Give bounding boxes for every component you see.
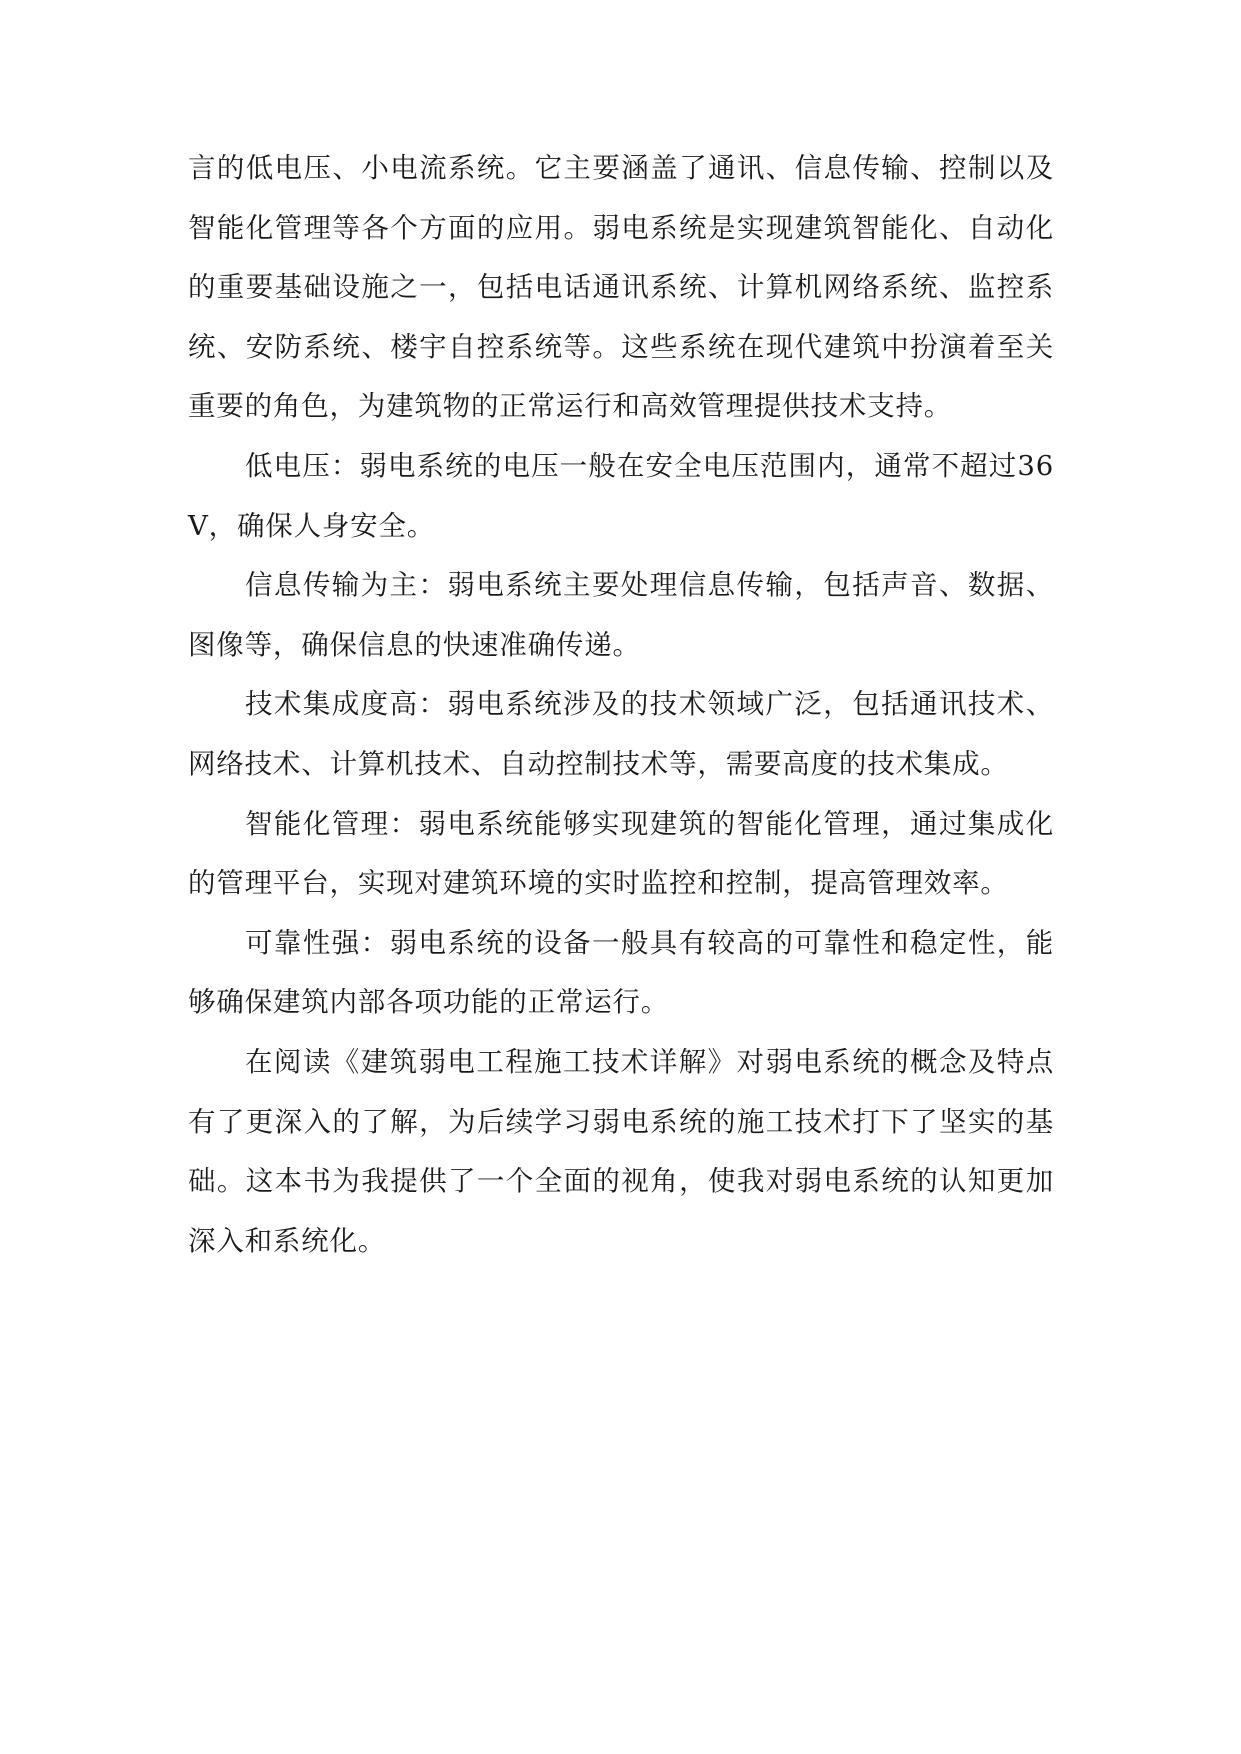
paragraph-information-transmission: 信息传输为主：弱电系统主要处理信息传输，包括声音、数据、图像等，确保信息的快速准确传递。 [188, 569, 1054, 661]
paragraph-technology-integration: 技术集成度高：弱电系统涉及的技术领域广泛，包括通讯技术、网络技术、计算机技术、自动控制技术等，需要高度的技术集成。 [188, 688, 1054, 780]
paragraph-reliability: 可靠性强：弱电系统的设备一般具有较高的可靠性和稳定性，能够确保建筑内部各项功能的正常运行。 [188, 926, 1054, 1019]
paragraph-intelligent-management: 智能化管理：弱电系统能够实现建筑的智能化管理，通过集成化的管理平台，实现对建筑环境的实时监控和控制，提高管理效率。 [188, 807, 1054, 900]
document-body [188, 139, 1054, 1271]
paragraph-reading-summary: 在阅读《建筑弱电工程施工技术详解》对弱电系统的概念及特点有了更深入的了解，为后续学习弱电系统的施工技术打下了坚实的基础。这本书为我提供了一个全面的视角，使我对弱电系统的认知更加深入和系统化。 [188, 1045, 1054, 1257]
paragraph-low-voltage: 低电压：弱电系统的电压一般在安全电压范围内，通常不超过36V，确保人身安全。 [188, 449, 1054, 542]
paragraph-intro-continuation: 言的低电压、小电流系统。它主要涵盖了通讯、信息传输、控制以及智能化管理等各个方面的应用。弱电系统是实现建筑智能化、自动化的重要基础设施之一，包括电话通讯系统、计算机网络系统、监控系统、安防系统、楼宇自控系统等。这些系统在现代建筑中扮演着至关重要的角色，为建筑物的正常运行和高效管理提供技术支持。 [188, 152, 1054, 423]
